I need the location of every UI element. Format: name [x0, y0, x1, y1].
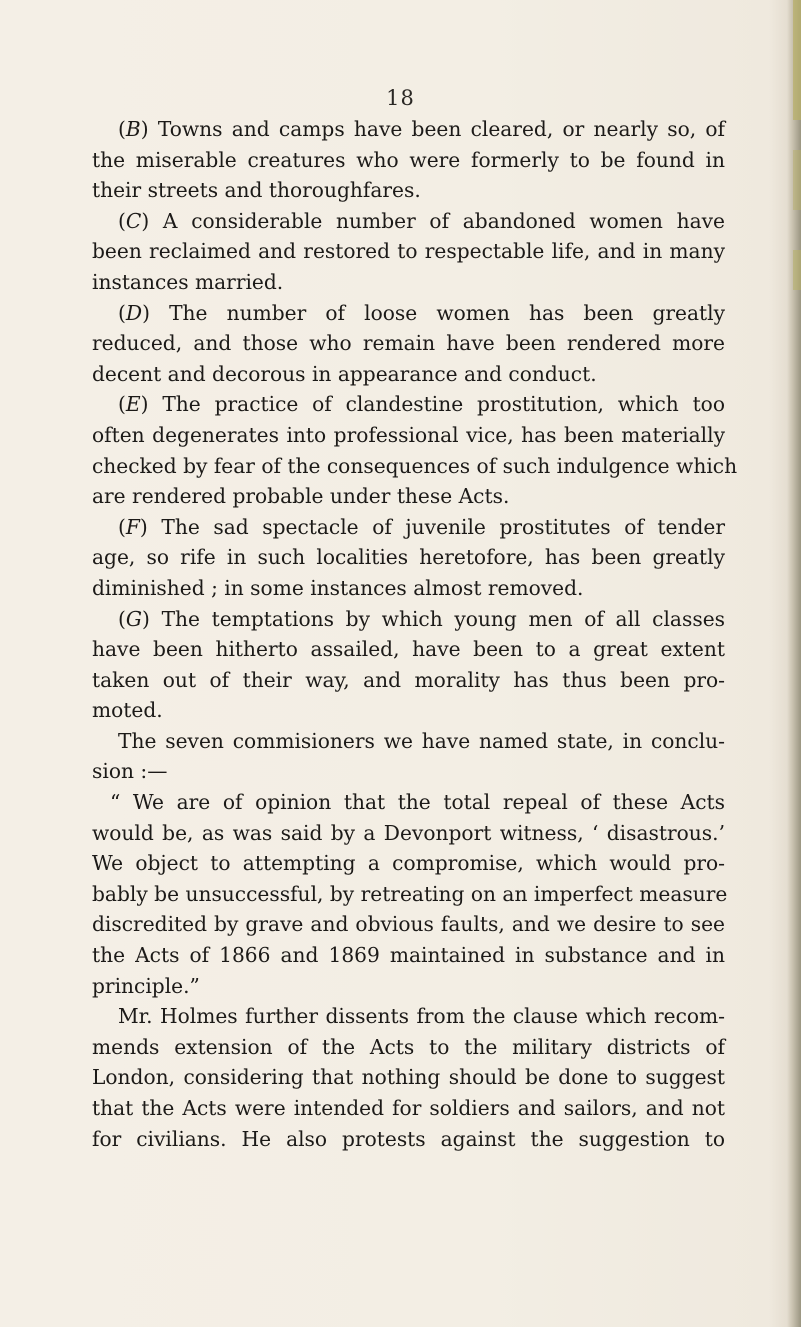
paragraph-c — [92, 206, 725, 298]
text-line: mends extension of the Acts to the military districts of — [92, 1034, 725, 1059]
quotation — [92, 787, 728, 1001]
paragraph-label: G — [125, 606, 143, 631]
paragraph-label: F — [125, 514, 140, 539]
text-line: checked by fear of the consequences of such indulgence which — [92, 453, 738, 478]
paragraph-d — [92, 298, 725, 390]
paragraph-e — [92, 389, 738, 511]
text-line: (G) The temptations by which young men of all classes — [118, 606, 725, 631]
text-line: are rendered probable under these Acts. — [92, 484, 510, 509]
text-line: Mr. Holmes further dissents from the clause which recom- — [118, 1004, 725, 1029]
text-line: taken out of their way, and morality has thus been pro- — [92, 667, 725, 692]
text-line: have been hitherto assailed, have been to a great extent — [92, 637, 725, 662]
text-line: London, considering that nothing should be done to suggest — [92, 1065, 725, 1090]
paragraph-label: B — [125, 117, 141, 141]
text-line: The seven commisioners we have named state, in conclu- — [118, 728, 725, 753]
text-line: the miserable creatures who were formerly to be found in — [92, 147, 725, 172]
text-line: decent and decorous in appearance and conduct. — [92, 361, 597, 386]
page-number: 18 — [386, 86, 415, 110]
text-line: diminished ; in some instances almost removed. — [92, 575, 584, 600]
text-line: moted. — [92, 698, 163, 723]
text-line: sion :— — [92, 759, 168, 784]
text-line: discredited by grave and obvious faults, and we desire to see — [92, 912, 725, 937]
text-line: (C) A considerable number of abandoned women have — [118, 208, 725, 233]
text-line: instances married. — [92, 269, 284, 294]
text-line: “ We are of opinion that the total repeal of these Acts — [110, 790, 725, 815]
text-line: for civilians. He also protests against the suggestion to — [92, 1126, 725, 1151]
paragraph-holmes — [92, 1001, 725, 1154]
text-line: principle.” — [92, 973, 200, 998]
text-line: been reclaimed and restored to respectable life, and in many — [92, 239, 725, 264]
paragraph-label: E — [125, 392, 141, 417]
page-edge — [787, 0, 801, 1327]
paragraph-b — [92, 114, 725, 206]
text-line: (D) The number of loose women has been greatly — [118, 300, 725, 325]
text-line: (F) The sad spectacle of juvenile prostitutes of tender — [118, 514, 725, 539]
paragraph-label: D — [125, 300, 143, 325]
text-line: would be, as was said by a Devonport witness, ‘ disastrous.’ — [92, 820, 725, 845]
paragraph-f — [92, 512, 725, 604]
paragraph-g — [92, 604, 725, 726]
page-text — [92, 114, 738, 1154]
text-line: (B) Towns and camps have been cleared, or nearly so, of — [118, 117, 725, 141]
text-line: bably be unsuccessful, by retreating on an imperfect measure — [92, 881, 728, 906]
text-line: that the Acts were intended for soldiers and sailors, and not — [92, 1096, 725, 1120]
text-line: (E) The practice of clandestine prostitution, which too — [118, 392, 725, 417]
paragraph-label: C — [125, 208, 142, 233]
text-line: the Acts of 1866 and 1869 maintained in substance and in — [92, 943, 725, 968]
paragraph-conclusion — [92, 726, 725, 787]
text-line: their streets and thoroughfares. — [92, 178, 421, 203]
text-line: often degenerates into professional vice, has been materially — [92, 422, 725, 447]
text-line: reduced, and those who remain have been rendered more — [92, 331, 725, 356]
text-line: age, so rife in such localities heretofore, has been greatly — [92, 545, 725, 570]
text-line: We object to attempting a compromise, which would pro- — [92, 851, 725, 876]
